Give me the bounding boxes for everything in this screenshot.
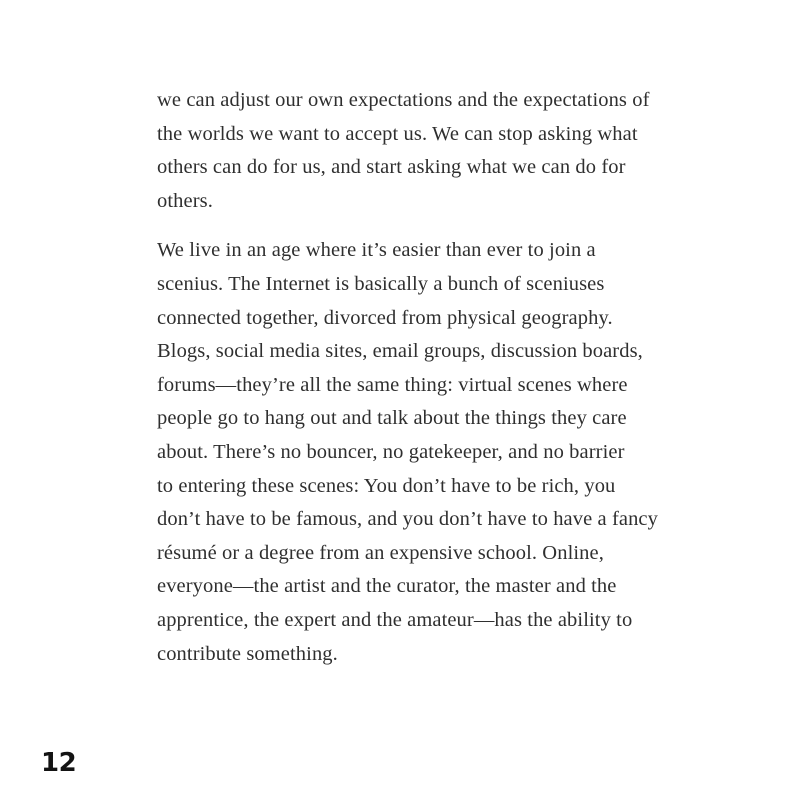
paragraph-2 — [157, 234, 687, 671]
text-line: We live in an age where it’s easier than ever to join a — [157, 239, 596, 262]
text-line: others. — [157, 189, 213, 212]
text-line: scenius. The Internet is basically a bunch of sceniuses — [157, 272, 605, 295]
text-line: forums—they’re all the same thing: virtual scenes where — [157, 373, 628, 396]
text-line: résumé or a degree from an expensive school. Online, — [157, 541, 604, 564]
text-line: people go to hang out and talk about the things they care — [157, 407, 627, 430]
text-line: about. There’s no bouncer, no gatekeeper, and no barrier — [157, 440, 625, 463]
text-line: Blogs, social media sites, email groups, discussion boards, — [157, 340, 643, 363]
text-line: apprentice, the expert and the amateur—has the ability to — [157, 608, 633, 631]
text-line: everyone—the artist and the curator, the master and the — [157, 575, 617, 598]
page-number: 12 — [41, 748, 77, 778]
page-text — [157, 84, 687, 671]
text-line: to entering these scenes: You don’t have to be rich, you — [157, 474, 616, 497]
text-line: connected together, divorced from physical geography. — [157, 306, 613, 329]
text-line: contribute something. — [157, 642, 338, 665]
text-line: the worlds we want to accept us. We can stop asking what — [157, 122, 638, 145]
text-line: others can do for us, and start asking what we can do for — [157, 156, 626, 179]
text-line: don’t have to be famous, and you don’t have to have a fancy — [157, 508, 658, 531]
paragraph-1 — [157, 84, 687, 218]
text-line: we can adjust our own expectations and the expectations of — [157, 89, 650, 111]
